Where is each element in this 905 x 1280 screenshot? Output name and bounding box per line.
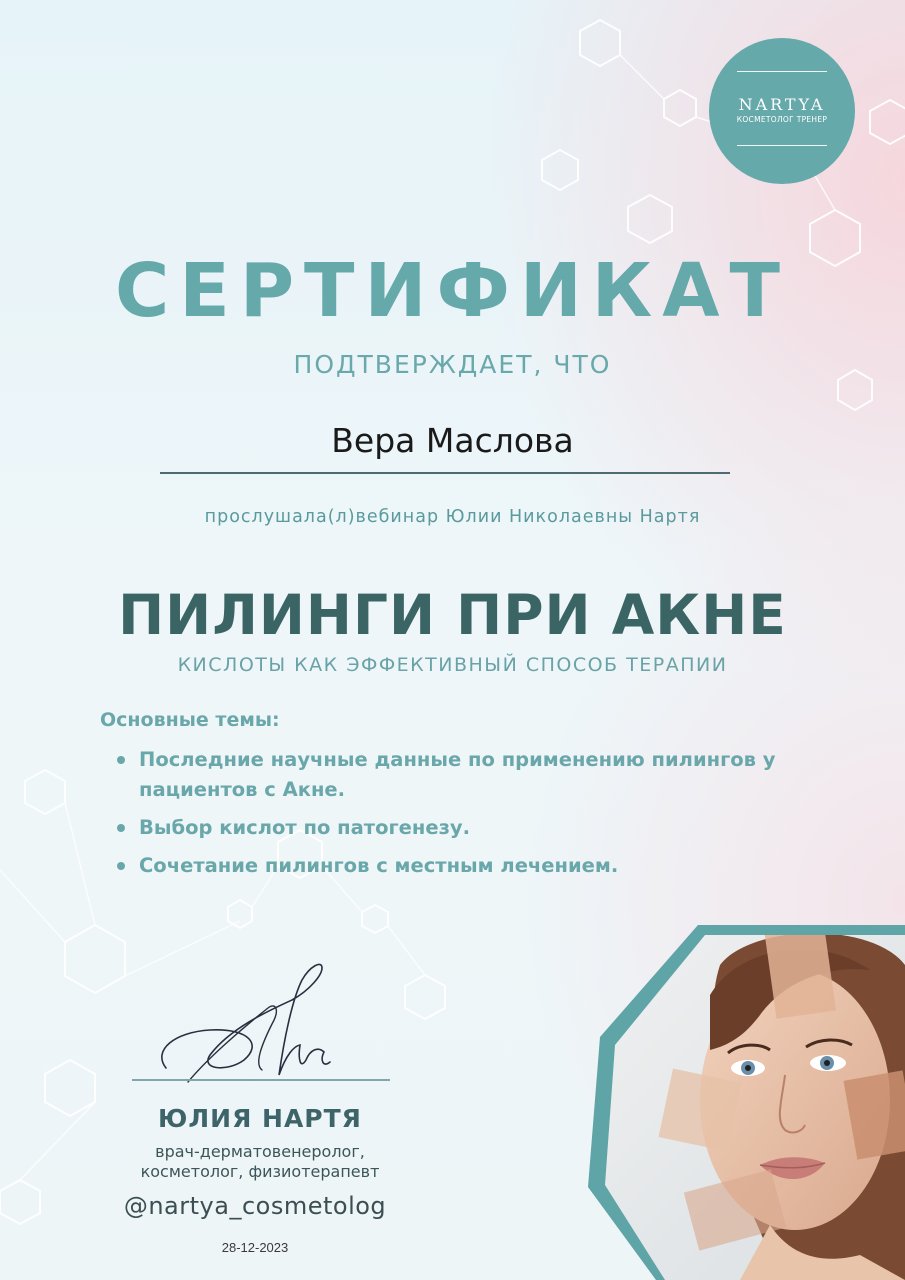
topic-text: Сочетание пилингов с местным лечением. <box>139 854 619 877</box>
topics-heading: Основные темы: <box>100 709 280 731</box>
topic-text: Последние научные данные по применению пилингов у пациентов с Акне. <box>139 748 776 801</box>
face-photo-illustration <box>570 925 905 1280</box>
topic-text: Выбор кислот по патогенезу. <box>139 816 471 839</box>
recipient-name: Вера Маслова <box>331 421 574 460</box>
signer-role <box>100 1142 420 1182</box>
logo-brand-text: NARTYA <box>738 95 826 114</box>
signature-line <box>132 1079 390 1081</box>
signer-instagram-handle: @nartya_cosmetolog <box>123 1192 387 1220</box>
signer-role-line: косметолог, физиотерапевт <box>140 1162 380 1181</box>
certificate-subtitle: ПОДТВЕРЖДАЕТ, ЧТО <box>293 350 612 379</box>
certificate-title: СЕРТИФИКАТ <box>114 248 791 334</box>
signer-name: ЮЛИЯ НАРТЯ <box>158 1104 362 1133</box>
logo-subtitle-text: КОСМЕТОЛОГ ТРЕНЕР <box>736 115 828 124</box>
signer-role-line: врач-дерматовенеролог, <box>155 1142 365 1161</box>
course-subtitle: КИСЛОТЫ КАК ЭФФЕКТИВНЫЙ СПОСОБ ТЕРАПИИ <box>177 654 728 676</box>
course-title: ПИЛИНГИ ПРИ АКНЕ <box>118 583 787 647</box>
certificate-date: 28-12-2023 <box>221 1240 289 1255</box>
course-note: прослушала(л)вебинар Юлии Николаевны Нартя <box>204 507 701 527</box>
